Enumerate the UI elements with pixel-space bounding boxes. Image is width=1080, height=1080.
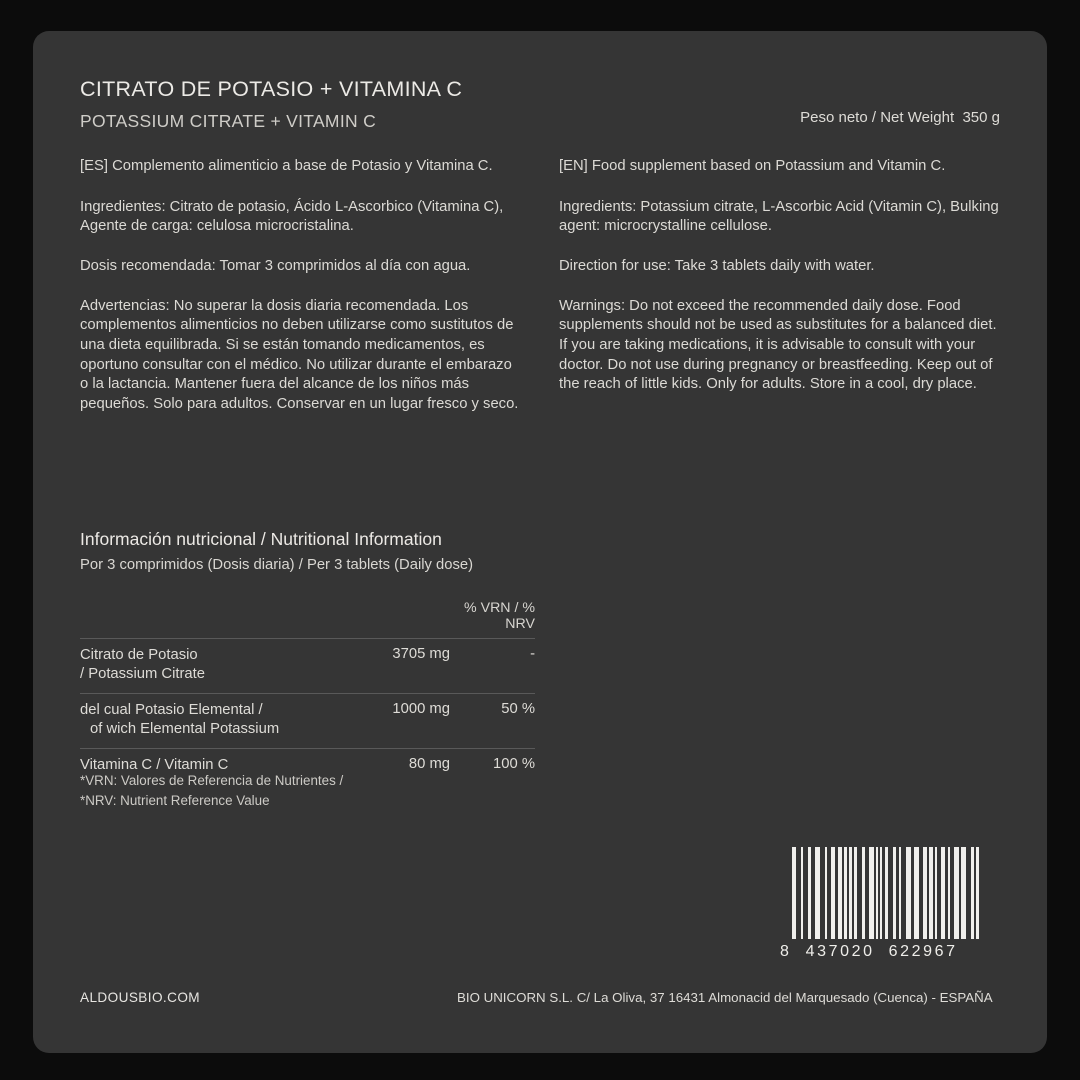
label-header — [80, 75, 1000, 134]
net-weight: Peso neto / Net Weight 350 g — [800, 109, 1000, 126]
spanish-column — [80, 157, 521, 435]
spanish-dosage: Dosis recomendada: Tomar 3 comprimidos al día con agua. — [80, 258, 471, 275]
spanish-ingredients: Ingredientes: Citrato de potasio, Ácido L-Ascorbico (Vitamina C), Agente de carga: celulosa microcristalina. — [80, 198, 504, 235]
english-dosage: Direction for use: Take 3 tablets daily with water. — [559, 258, 875, 275]
nutrient-name-line1: Citrato de Potasio — [80, 646, 198, 663]
barcode — [778, 847, 1000, 961]
nutrient-nrv: - — [450, 638, 535, 693]
nutrient-name-line1: del cual Potasio Elemental / — [80, 701, 263, 718]
nrv-column-header: % VRN / % NRV — [464, 599, 535, 632]
spanish-intro: [ES] Complemento alimenticio a base de Potasio y Vitamina C. — [80, 158, 493, 174]
nutrient-name — [80, 638, 345, 693]
footnote-line-en: *NRV: Nutrient Reference Value — [80, 793, 270, 809]
footnote-line-es: *VRN: Valores de Referencia de Nutrientes / — [80, 773, 344, 788]
nutrient-name: Vitamina C / Vitamin C — [80, 748, 345, 783]
label-body-columns — [80, 157, 1000, 435]
header-spacer-amount — [345, 600, 450, 639]
nutrition-title: Información nutricional / Nutritional Information — [80, 529, 442, 549]
nutrition-footnote — [80, 771, 343, 811]
barcode-digits: 8 437020 622967 — [780, 943, 958, 960]
product-title-en: POTASSIUM CITRATE + VITAMIN C — [80, 111, 377, 132]
nutrient-name-line2: of wich Elemental Potassium — [90, 721, 280, 738]
english-intro: [EN] Food supplement based on Potassium and Vitamin C. — [559, 158, 946, 174]
nutrient-name — [80, 693, 345, 748]
barcode-bars — [792, 847, 1000, 939]
table-row — [80, 638, 535, 693]
footer-website[interactable]: ALDOUSBIO.COM — [80, 990, 201, 1005]
footer-address: BIO UNICORN S.L. C/ La Oliva, 37 16431 Almonacid del Marquesado (Cuenca) - ESPAÑA — [457, 990, 993, 1005]
nutrition-subtitle: Por 3 comprimidos (Dosis diaria) / Per 3 tablets (Daily dose) — [80, 556, 474, 573]
nutrition-section — [80, 528, 535, 783]
nutrient-nrv: 50 % — [450, 693, 535, 748]
nutrient-amount: 1000 mg — [345, 693, 450, 748]
product-label-panel — [33, 31, 1047, 1053]
english-ingredients: Ingredients: Potassium citrate, L-Ascorbic Acid (Vitamin C), Bulking agent: microcrystalline cellulose. — [559, 198, 999, 235]
english-warnings: Warnings: Do not exceed the recommended daily dose. Food supplements should not be used as substitutes for a balanced diet. If you are taking medications, it is advisable to consult with your doctor. Do not use during pregnancy or breastfeeding. Keep out of the reach of little kids. Only for adults. Store in a cool, dry place. — [559, 297, 997, 393]
nutrition-table-header — [80, 600, 535, 639]
nutrient-nrv: 100 % — [450, 748, 535, 783]
product-title-es: CITRATO DE POTASIO + VITAMINA C — [80, 77, 463, 101]
english-column — [559, 157, 1000, 435]
nutrient-amount: 3705 mg — [345, 638, 450, 693]
spanish-warnings: Advertencias: No superar la dosis diaria recomendada. Los complementos alimenticios no deben utilizarse como sustitutos de una dieta equilibrada. Si se están tomando medicamentos, es oportuno consultar con el médico. No utilizar durante el embarazo o la lactancia. Mantener fuera del alcance de los niños más pequeños. Solo para adultos. Conservar en un lugar fresco y seco. — [80, 297, 519, 413]
header-spacer-name — [80, 600, 345, 639]
nutrient-amount: 80 mg — [345, 748, 450, 783]
nutrient-name-line2: / Potassium Citrate — [80, 666, 205, 683]
table-row — [80, 693, 535, 748]
barcode-gap — [979, 847, 984, 939]
nutrition-table — [80, 600, 535, 784]
